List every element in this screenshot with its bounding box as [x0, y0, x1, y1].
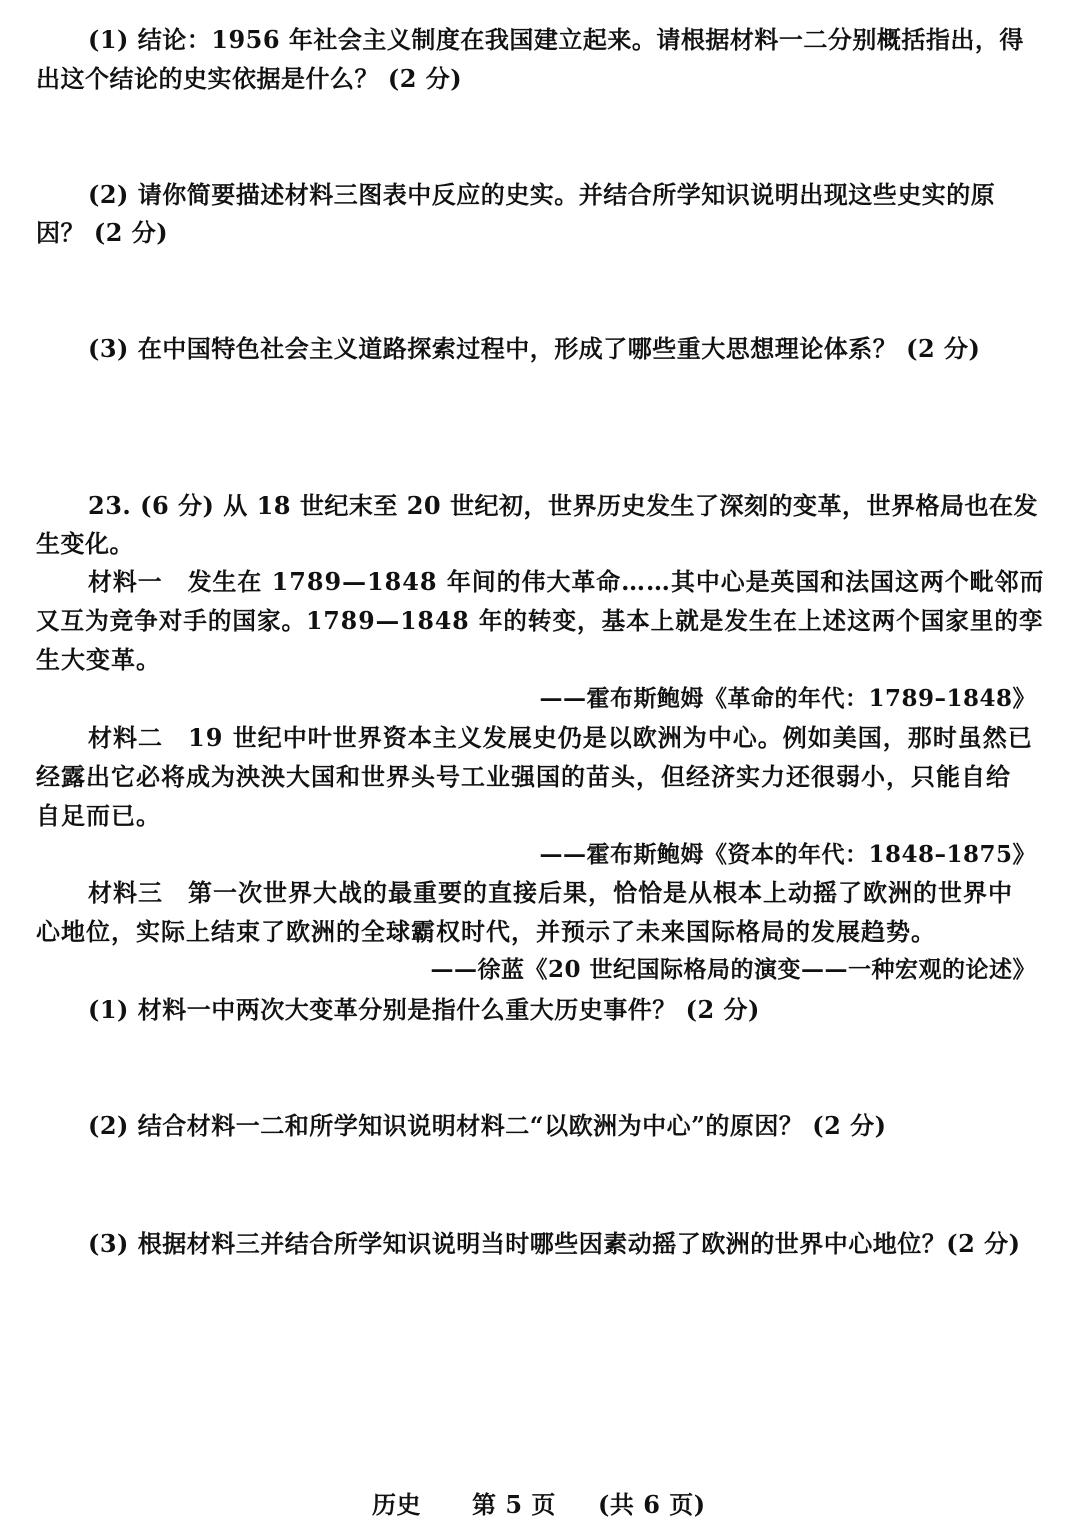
- material-3-line2: 心地位，实际上结束了欧洲的全球霸权时代，并预示了未来国际格局的发展趋势。: [36, 917, 936, 946]
- q23-sub2: (2) 结合材料一二和所学知识说明材料二“以欧洲为中心”的原因？ (2 分): [88, 1111, 887, 1140]
- q22-sub3-line1: (3) 在中国特色社会主义道路探索过程中，形成了哪些重大思想理论体系？ (2 分): [88, 334, 981, 363]
- q22-sub1-line1: (1) 结论：1956 年社会主义制度在我国建立起来。请根据材料一二分别概括指出，得: [88, 25, 1024, 54]
- material-1-line3: 生大变革。: [36, 645, 161, 674]
- q23-sub1: (1) 材料一中两次大变革分别是指什么重大历史事件？ (2 分): [88, 995, 760, 1024]
- q22-sub1-line2: 出这个结论的史实依据是什么？ (2 分): [36, 64, 463, 93]
- q23-sub3: (3) 根据材料三并结合所学知识说明当时哪些因素动摇了欧洲的世界中心地位？(2 分): [88, 1229, 1021, 1258]
- material-2-source: ——霍布斯鲍姆《资本的年代：1848–1875》: [539, 841, 1036, 868]
- material-3-source: ——徐蓝《20 世纪国际格局的演变——一种宏观的论述》: [430, 956, 1036, 983]
- material-1-line2: 又互为竞争对手的国家。1789—1848 年的转变，基本上就是发生在上述这两个国家里的孪: [36, 606, 1044, 635]
- material-2-line2: 经露出它必将成为泱泱大国和世界头号工业强国的苗头，但经济实力还很弱小，只能自给: [36, 762, 1011, 791]
- material-1-line1: 材料一 发生在 1789—1848 年间的伟大革命……其中心是英国和法国这两个毗邻而: [88, 567, 1045, 596]
- q22-sub2-line2: 因？ (2 分): [36, 218, 169, 247]
- q23-stem-line2: 生变化。: [36, 529, 134, 558]
- material-1-source: ——霍布斯鲍姆《革命的年代：1789–1848》: [539, 685, 1036, 712]
- footer-subject: 历史: [372, 1490, 421, 1519]
- material-2-line3: 自足而已。: [36, 801, 161, 830]
- footer-total-pages: (共 6 页): [598, 1490, 706, 1519]
- material-2-line1: 材料二 19 世纪中叶世界资本主义发展史仍是以欧洲为中心。例如美国，那时虽然已: [88, 723, 1033, 752]
- q23-stem-line1: 23. (6 分) 从 18 世纪末至 20 世纪初，世界历史发生了深刻的变革，世界格局也在发: [88, 491, 1038, 520]
- material-3-line1: 材料三 第一次世界大战的最重要的直接后果，恰恰是从根本上动摇了欧洲的世界中: [88, 878, 1013, 907]
- q22-sub2-line1: (2) 请你简要描述材料三图表中反应的史实。并结合所学知识说明出现这些史实的原: [88, 180, 996, 209]
- footer-page-number: 第 5 页: [472, 1490, 556, 1519]
